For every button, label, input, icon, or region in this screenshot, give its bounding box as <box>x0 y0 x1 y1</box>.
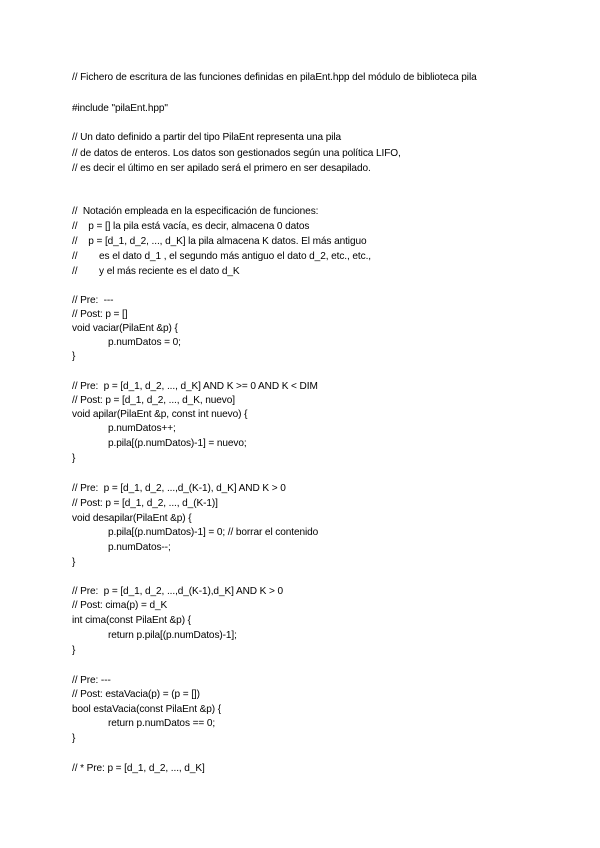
cima-signature: int cima(const PilaEnt &p) { <box>72 615 191 626</box>
cima-body-line: return p.pila[(p.numDatos)-1]; <box>108 630 237 641</box>
notation-comment-line: // p = [d_1, d_2, ..., d_K] la pila almacena K datos. El más antiguo <box>72 236 367 247</box>
desapilar-body-line: p.pila[(p.numDatos)-1] = 0; // borrar el contenido <box>108 527 319 538</box>
cima-closing-brace: } <box>72 645 76 656</box>
cima-post-comment: // Post: cima(p) = d_K <box>72 600 168 611</box>
desapilar-pre-comment: // Pre: p = [d_1, d_2, ...,d_(K-1), d_K] AND K > 0 <box>72 483 286 494</box>
vaciar-pre-comment: // Pre: --- <box>72 295 114 306</box>
estavacia-body-line: return p.numDatos == 0; <box>108 718 216 729</box>
estavacia-signature: bool estaVacia(const PilaEnt &p) { <box>72 704 222 715</box>
estavacia-pre-comment: // Pre: --- <box>72 675 111 686</box>
apilar-closing-brace: } <box>72 453 76 464</box>
apilar-post-comment: // Post: p = [d_1, d_2, ..., d_K, nuevo] <box>72 395 235 406</box>
apilar-body-line: p.numDatos++; <box>108 423 176 434</box>
apilar-body-line: p.pila[(p.numDatos)-1] = nuevo; <box>108 438 247 449</box>
description-comment-line: // es decir el último en ser apilado será el primero en ser desapilado. <box>72 163 371 174</box>
desapilar-body-line: p.numDatos--; <box>108 542 171 553</box>
notation-comment-line: // Notación empleada en la especificación de funciones: <box>72 206 319 217</box>
description-comment-line: // de datos de enteros. Los datos son gestionados según una política LIFO, <box>72 148 401 159</box>
description-comment-line: // Un dato definido a partir del tipo PilaEnt representa una pila <box>72 132 342 143</box>
include-directive: #include "pilaEnt.hpp" <box>72 103 168 114</box>
vaciar-signature: void vaciar(PilaEnt &p) { <box>72 323 178 334</box>
desapilar-closing-brace: } <box>72 557 76 568</box>
apilar-pre-comment: // Pre: p = [d_1, d_2, ..., d_K] AND K >= 0 AND K < DIM <box>72 381 318 392</box>
estavacia-closing-brace: } <box>72 733 76 744</box>
estavacia-post-comment: // Post: estaVacia(p) = (p = []) <box>72 689 200 700</box>
vaciar-closing-brace: } <box>72 351 76 362</box>
notation-comment-line: // p = [] la pila está vacía, es decir, almacena 0 datos <box>72 221 310 232</box>
notation-comment-line: // es el dato d_1 , el segundo más antiguo el dato d_2, etc., etc., <box>72 251 371 262</box>
vaciar-post-comment: // Post: p = [] <box>72 309 128 320</box>
apilar-signature: void apilar(PilaEnt &p, const int nuevo) { <box>72 409 248 420</box>
desapilar-post-comment: // Post: p = [d_1, d_2, ..., d_(K-1)] <box>72 498 218 509</box>
notation-comment-line: // y el más reciente es el dato d_K <box>72 266 240 277</box>
file-header-comment: // Fichero de escritura de las funciones definidas en pilaEnt.hpp del módulo de biblioteca pila <box>72 72 477 83</box>
next-pre-comment: // * Pre: p = [d_1, d_2, ..., d_K] <box>72 763 205 774</box>
desapilar-signature: void desapilar(PilaEnt &p) { <box>72 513 192 524</box>
cima-pre-comment: // Pre: p = [d_1, d_2, ...,d_(K-1),d_K] AND K > 0 <box>72 586 284 597</box>
vaciar-body-line: p.numDatos = 0; <box>108 337 181 348</box>
